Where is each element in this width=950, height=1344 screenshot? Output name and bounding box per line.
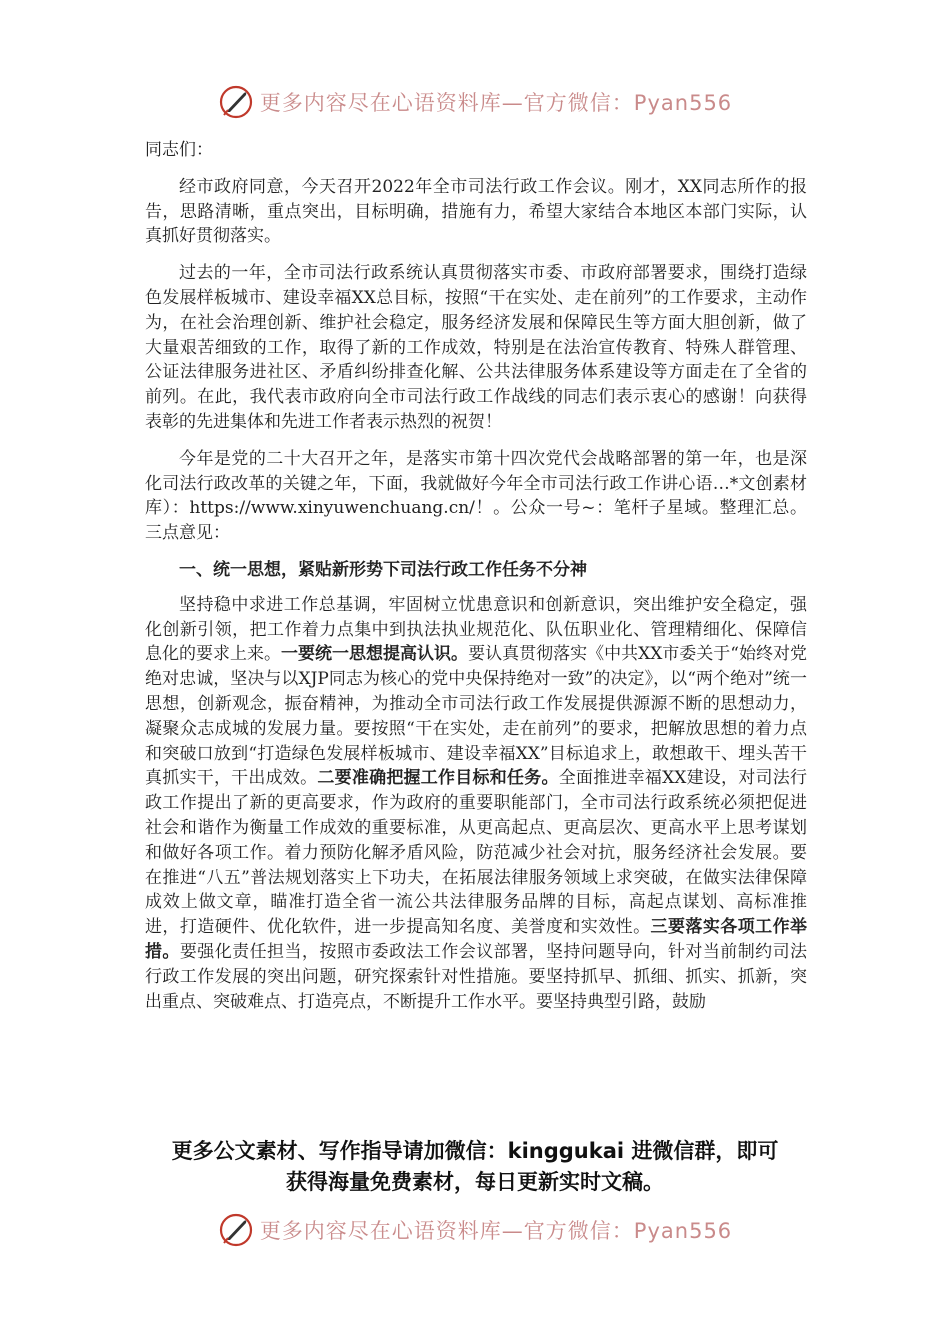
watermark-text: 更多内容尽在心语资料库—官方微信：Pyan556 [259, 1219, 733, 1243]
bold-point-2: 二要准确把握工作目标和任务。 [317, 768, 559, 789]
bold-point-3: 三要落实各项工作举措。 [145, 917, 808, 962]
paragraph-opening: 经市政府同意，今天召开2022年全市司法行政工作会议。刚才，XX同志所作的报告，思路清晰，重点突出，目标明确，措施有力，希望大家结合本地区本部门实际，认真抓好贯彻落实。 [145, 176, 807, 247]
paragraph-section-body [145, 593, 807, 1015]
quill-pen-logo-icon [218, 1212, 254, 1248]
promo-footer [140, 1136, 810, 1198]
promo-line-1: 更多公文素材、写作指导请加微信：kinggukai 进微信群，即可 [171, 1139, 779, 1163]
document-body [145, 138, 807, 1026]
promo-line-2: 获得海量免费素材，每日更新实时文稿。 [286, 1170, 664, 1194]
watermark-footer [0, 1208, 950, 1252]
text-segment: 要认真贯彻落实《中共XX市委关于“始终对党绝对忠诚，坚决与以XJP同志为核心的党中央保持绝对一致”的决定》，以“两个绝对”统一思想，创新观念，振奋精神，为推动全市司法行政工作发展提供源源不断的思想动力，凝聚众志成城的发展力量。要按照“干在实处，走在前列”的要求，把解放思想的着力点和突破口放到“打造绿色发展样板城市、建设幸福XX”目标追求上，敢想敢干、埋头苦干真抓实干，干出成效。 [145, 644, 808, 789]
text-segment: 要强化责任担当，按照市委政法工作会议部署，坚持问题导向，针对当前制约司法行政工作发展的突出问题，研究探索针对性措施。要坚持抓早、抓细、抓实、抓新，突出重点、突破难点、打造亮点，不断提升工作水平。要坚持典型引路，鼓励 [145, 941, 808, 1012]
quill-pen-logo-icon [218, 84, 254, 120]
text-segment: 全面推进幸福XX建设，对司法行政工作提出了新的更高要求，作为政府的重要职能部门，全市司法行政系统必须把促进社会和谐作为衡量工作成效的重要标准，从更高起点、更高层次、更高水平上思考谋划和做好各项工作。着力预防化解矛盾风险，防范减少社会对抗，服务经济社会发展。要在推进“八五”普法规划落实上下功夫，在拓展法律服务领域上求突破，在做实法律保障成效上做文章，瞄准打造全省一流公共法律服务品牌的目标，高起点谋划、高标准推进，打造硬件、优化软件，进一步提高知名度、美誉度和实效性。 [145, 768, 807, 938]
paragraph-review: 过去的一年，全市司法行政系统认真贯彻落实市委、市政府部署要求，围绕打造绿色发展样板城市、建设幸福XX总目标，按照“干在实处、走在前列”的工作要求，主动作为，在社会治理创新、维护社会稳定，服务经济发展和保障民生等方面大胆创新，做了大量艰苦细致的工作，取得了新的工作成效，特别是在法治宣传教育、特殊人群管理、公证法律服务进社区、矛盾纠纷排查化解、公共法律服务体系建设等方面走在了全省的前列。在此，我代表市政府向全市司法行政工作战线的同志们表示衷心的感谢！向获得表彰的先进集体和先进工作者表示热烈的祝贺！ [145, 263, 807, 432]
watermark-text: 更多内容尽在心语资料库—官方微信：Pyan556 [259, 91, 733, 115]
watermark-header [0, 80, 950, 124]
text-segment: 坚持稳中求进工作总基调，牢固树立忧患意识和创新意识，突出维护安全稳定，强化创新引领，把工作着力点集中到执法执业规范化、队伍职业化、管理精细化、保障信息化的要求上来。 [145, 594, 807, 665]
paragraph-intro: 今年是党的二十大召开之年，是落实市第十四次党代会战略部署的第一年，也是深化司法行政改革的关键之年，下面，我就做好今年全市司法行政工作讲心语…*文创素材库）：https://www.xinyuwenchuang.cn/！。公众一号~：笔杆子星域。整理汇总。三点意见： [145, 448, 807, 544]
section-heading: 一、统一思想，紧贴新形势下司法行政工作任务不分神 [179, 559, 587, 580]
bold-point-1: 一要统一思想提高认识。 [281, 644, 469, 665]
salutation: 同志们： [145, 140, 213, 160]
